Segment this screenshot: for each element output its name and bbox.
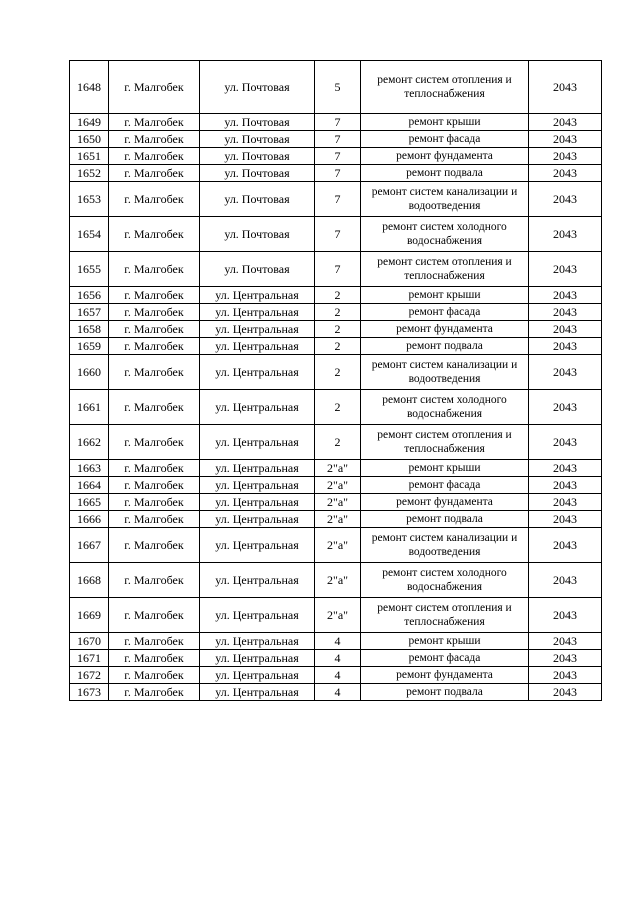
table-row xyxy=(70,511,602,528)
year-cell: 2043 xyxy=(529,460,602,477)
year-cell: 2043 xyxy=(529,148,602,165)
city-cell: г. Малгобек xyxy=(109,148,200,165)
row-number-cell: 1651 xyxy=(70,148,109,165)
work-type-cell: ремонт систем канализации и водоотведения xyxy=(361,182,529,217)
city-cell: г. Малгобек xyxy=(109,425,200,460)
year-cell: 2043 xyxy=(529,338,602,355)
house-number-cell: 4 xyxy=(315,650,361,667)
house-number-cell: 7 xyxy=(315,131,361,148)
repair-schedule-table xyxy=(69,60,602,701)
table-row xyxy=(70,287,602,304)
work-type-cell: ремонт крыши xyxy=(361,460,529,477)
city-cell: г. Малгобек xyxy=(109,61,200,114)
street-cell: ул. Почтовая xyxy=(200,217,315,252)
work-type-cell: ремонт систем отопления и теплоснабжения xyxy=(361,252,529,287)
house-number-cell: 7 xyxy=(315,114,361,131)
city-cell: г. Малгобек xyxy=(109,338,200,355)
house-number-cell: 2"а" xyxy=(315,528,361,563)
street-cell: ул. Центральная xyxy=(200,511,315,528)
city-cell: г. Малгобек xyxy=(109,598,200,633)
city-cell: г. Малгобек xyxy=(109,650,200,667)
year-cell: 2043 xyxy=(529,114,602,131)
work-type-cell: ремонт систем отопления и теплоснабжения xyxy=(361,598,529,633)
work-type-cell: ремонт систем отопления и теплоснабжения xyxy=(361,61,529,114)
row-number-cell: 1660 xyxy=(70,355,109,390)
city-cell: г. Малгобек xyxy=(109,321,200,338)
table-row xyxy=(70,114,602,131)
city-cell: г. Малгобек xyxy=(109,460,200,477)
year-cell: 2043 xyxy=(529,684,602,701)
house-number-cell: 4 xyxy=(315,633,361,650)
street-cell: ул. Центральная xyxy=(200,477,315,494)
table-row xyxy=(70,460,602,477)
work-type-cell: ремонт систем канализации и водоотведения xyxy=(361,528,529,563)
work-type-cell: ремонт фасада xyxy=(361,131,529,148)
year-cell: 2043 xyxy=(529,528,602,563)
table-row xyxy=(70,494,602,511)
house-number-cell: 2"а" xyxy=(315,598,361,633)
table-row xyxy=(70,528,602,563)
work-type-cell: ремонт подвала xyxy=(361,165,529,182)
row-number-cell: 1671 xyxy=(70,650,109,667)
year-cell: 2043 xyxy=(529,165,602,182)
year-cell: 2043 xyxy=(529,304,602,321)
street-cell: ул. Центральная xyxy=(200,650,315,667)
table-row xyxy=(70,182,602,217)
city-cell: г. Малгобек xyxy=(109,494,200,511)
street-cell: ул. Почтовая xyxy=(200,182,315,217)
street-cell: ул. Центральная xyxy=(200,528,315,563)
street-cell: ул. Центральная xyxy=(200,287,315,304)
house-number-cell: 2 xyxy=(315,287,361,304)
house-number-cell: 2 xyxy=(315,321,361,338)
year-cell: 2043 xyxy=(529,61,602,114)
row-number-cell: 1649 xyxy=(70,114,109,131)
house-number-cell: 2"а" xyxy=(315,563,361,598)
city-cell: г. Малгобек xyxy=(109,528,200,563)
street-cell: ул. Почтовая xyxy=(200,148,315,165)
row-number-cell: 1665 xyxy=(70,494,109,511)
street-cell: ул. Центральная xyxy=(200,390,315,425)
street-cell: ул. Почтовая xyxy=(200,131,315,148)
house-number-cell: 2 xyxy=(315,390,361,425)
year-cell: 2043 xyxy=(529,633,602,650)
row-number-cell: 1657 xyxy=(70,304,109,321)
row-number-cell: 1661 xyxy=(70,390,109,425)
street-cell: ул. Центральная xyxy=(200,684,315,701)
row-number-cell: 1650 xyxy=(70,131,109,148)
row-number-cell: 1663 xyxy=(70,460,109,477)
table-body xyxy=(70,61,602,701)
row-number-cell: 1664 xyxy=(70,477,109,494)
work-type-cell: ремонт подвала xyxy=(361,684,529,701)
work-type-cell: ремонт фасада xyxy=(361,650,529,667)
year-cell: 2043 xyxy=(529,390,602,425)
house-number-cell: 7 xyxy=(315,165,361,182)
house-number-cell: 2 xyxy=(315,425,361,460)
table-row xyxy=(70,425,602,460)
year-cell: 2043 xyxy=(529,650,602,667)
year-cell: 2043 xyxy=(529,131,602,148)
row-number-cell: 1662 xyxy=(70,425,109,460)
year-cell: 2043 xyxy=(529,563,602,598)
street-cell: ул. Центральная xyxy=(200,425,315,460)
house-number-cell: 4 xyxy=(315,684,361,701)
city-cell: г. Малгобек xyxy=(109,511,200,528)
house-number-cell: 2 xyxy=(315,304,361,321)
year-cell: 2043 xyxy=(529,425,602,460)
house-number-cell: 2"а" xyxy=(315,477,361,494)
year-cell: 2043 xyxy=(529,252,602,287)
work-type-cell: ремонт подвала xyxy=(361,511,529,528)
table-row xyxy=(70,131,602,148)
table-row xyxy=(70,338,602,355)
house-number-cell: 7 xyxy=(315,217,361,252)
table-row xyxy=(70,633,602,650)
street-cell: ул. Центральная xyxy=(200,355,315,390)
work-type-cell: ремонт фасада xyxy=(361,304,529,321)
house-number-cell: 2"а" xyxy=(315,460,361,477)
city-cell: г. Малгобек xyxy=(109,165,200,182)
work-type-cell: ремонт подвала xyxy=(361,338,529,355)
city-cell: г. Малгобек xyxy=(109,287,200,304)
year-cell: 2043 xyxy=(529,355,602,390)
house-number-cell: 2"а" xyxy=(315,494,361,511)
work-type-cell: ремонт систем холодного водоснабжения xyxy=(361,563,529,598)
house-number-cell: 7 xyxy=(315,252,361,287)
work-type-cell: ремонт систем отопления и теплоснабжения xyxy=(361,425,529,460)
row-number-cell: 1672 xyxy=(70,667,109,684)
work-type-cell: ремонт крыши xyxy=(361,633,529,650)
street-cell: ул. Центральная xyxy=(200,667,315,684)
work-type-cell: ремонт крыши xyxy=(361,287,529,304)
year-cell: 2043 xyxy=(529,287,602,304)
city-cell: г. Малгобек xyxy=(109,667,200,684)
year-cell: 2043 xyxy=(529,477,602,494)
year-cell: 2043 xyxy=(529,598,602,633)
city-cell: г. Малгобек xyxy=(109,131,200,148)
work-type-cell: ремонт фундамента xyxy=(361,494,529,511)
row-number-cell: 1673 xyxy=(70,684,109,701)
row-number-cell: 1653 xyxy=(70,182,109,217)
city-cell: г. Малгобек xyxy=(109,633,200,650)
table-row xyxy=(70,304,602,321)
work-type-cell: ремонт фундамента xyxy=(361,321,529,338)
street-cell: ул. Почтовая xyxy=(200,114,315,131)
city-cell: г. Малгобек xyxy=(109,684,200,701)
house-number-cell: 4 xyxy=(315,667,361,684)
table-row xyxy=(70,563,602,598)
street-cell: ул. Почтовая xyxy=(200,252,315,287)
street-cell: ул. Центральная xyxy=(200,304,315,321)
row-number-cell: 1648 xyxy=(70,61,109,114)
row-number-cell: 1658 xyxy=(70,321,109,338)
row-number-cell: 1669 xyxy=(70,598,109,633)
city-cell: г. Малгобек xyxy=(109,390,200,425)
city-cell: г. Малгобек xyxy=(109,114,200,131)
city-cell: г. Малгобек xyxy=(109,304,200,321)
city-cell: г. Малгобек xyxy=(109,217,200,252)
city-cell: г. Малгобек xyxy=(109,252,200,287)
street-cell: ул. Центральная xyxy=(200,633,315,650)
street-cell: ул. Центральная xyxy=(200,338,315,355)
row-number-cell: 1667 xyxy=(70,528,109,563)
table-row xyxy=(70,477,602,494)
city-cell: г. Малгобек xyxy=(109,477,200,494)
row-number-cell: 1652 xyxy=(70,165,109,182)
table-row xyxy=(70,598,602,633)
house-number-cell: 7 xyxy=(315,182,361,217)
work-type-cell: ремонт крыши xyxy=(361,114,529,131)
row-number-cell: 1659 xyxy=(70,338,109,355)
table-row xyxy=(70,321,602,338)
row-number-cell: 1666 xyxy=(70,511,109,528)
street-cell: ул. Почтовая xyxy=(200,61,315,114)
house-number-cell: 5 xyxy=(315,61,361,114)
year-cell: 2043 xyxy=(529,511,602,528)
table-row xyxy=(70,684,602,701)
city-cell: г. Малгобек xyxy=(109,563,200,598)
year-cell: 2043 xyxy=(529,217,602,252)
row-number-cell: 1654 xyxy=(70,217,109,252)
street-cell: ул. Центральная xyxy=(200,598,315,633)
work-type-cell: ремонт систем канализации и водоотведения xyxy=(361,355,529,390)
work-type-cell: ремонт фундамента xyxy=(361,667,529,684)
table-row xyxy=(70,252,602,287)
house-number-cell: 2"а" xyxy=(315,511,361,528)
table-row xyxy=(70,650,602,667)
table-row xyxy=(70,148,602,165)
table-row xyxy=(70,355,602,390)
house-number-cell: 2 xyxy=(315,355,361,390)
city-cell: г. Малгобек xyxy=(109,182,200,217)
row-number-cell: 1656 xyxy=(70,287,109,304)
table-row xyxy=(70,217,602,252)
work-type-cell: ремонт систем холодного водоснабжения xyxy=(361,217,529,252)
row-number-cell: 1670 xyxy=(70,633,109,650)
work-type-cell: ремонт систем холодного водоснабжения xyxy=(361,390,529,425)
table-row xyxy=(70,165,602,182)
table-row xyxy=(70,61,602,114)
house-number-cell: 7 xyxy=(315,148,361,165)
row-number-cell: 1668 xyxy=(70,563,109,598)
work-type-cell: ремонт фасада xyxy=(361,477,529,494)
table-row xyxy=(70,667,602,684)
year-cell: 2043 xyxy=(529,182,602,217)
street-cell: ул. Центральная xyxy=(200,563,315,598)
row-number-cell: 1655 xyxy=(70,252,109,287)
year-cell: 2043 xyxy=(529,494,602,511)
street-cell: ул. Центральная xyxy=(200,321,315,338)
street-cell: ул. Центральная xyxy=(200,494,315,511)
house-number-cell: 2 xyxy=(315,338,361,355)
work-type-cell: ремонт фундамента xyxy=(361,148,529,165)
city-cell: г. Малгобек xyxy=(109,355,200,390)
table-row xyxy=(70,390,602,425)
street-cell: ул. Почтовая xyxy=(200,165,315,182)
year-cell: 2043 xyxy=(529,667,602,684)
street-cell: ул. Центральная xyxy=(200,460,315,477)
year-cell: 2043 xyxy=(529,321,602,338)
